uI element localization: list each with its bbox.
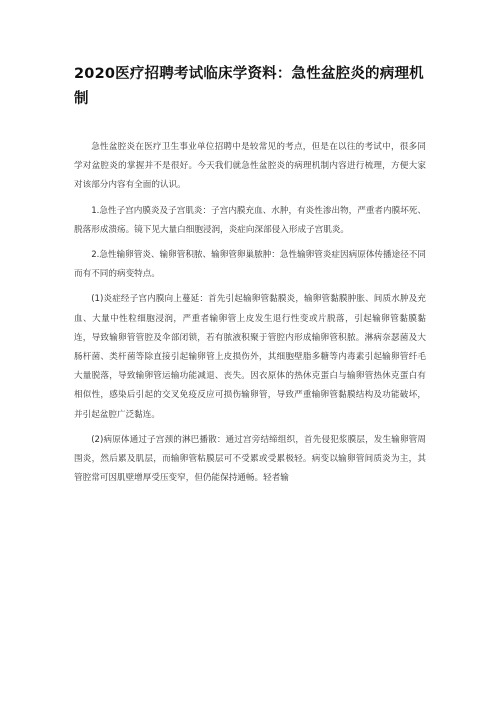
document-body [74,138,426,494]
intro-paragraph: 急性盆腔炎在医疗卫生事业单位招聘中是较常见的考点，但是在以往的考试中，很多同学对盆腔炎的掌握并不是很好。今天我们就急性盆腔炎的病理机制内容进行梳理，方便大家对该部分内容有全面的认识。 [74,142,426,191]
section-1-paragraph: 1.急性子宫内膜炎及子宫肌炎：子宫内膜充血、水肿，有炎性渗出物，严重者内膜坏死、脱落形成溃疡。镜下见大量白细胞浸润，炎症向深部侵入形成子宫肌炎。 [74,205,426,235]
document-title: 2020医疗招聘考试临床学资料：急性盆腔炎的病理机制 [74,66,424,107]
section-2-1-paragraph: (1)炎症经子宫内膜向上蔓延：首先引起输卵管黏膜炎，输卵管黏膜肿胀、间质水肿及充血、大量中性粒细胞浸润，严重者输卵管上皮发生退行性变或片脱落，引起输卵管黏膜黏连，导致输卵管管腔及伞部闭锁，若有脓液积聚于管腔内形成输卵管积脓。淋病奈瑟菌及大肠杆菌、类杆菌等除直接引起输卵管上皮损伤外，其细胞壁脂多糖等内毒素引起输卵管纤毛大量脱落，导致输卵管运输功能减退、丧失。因衣原体的热休克蛋白与输卵管热休克蛋白有相似性，感染后引起的交叉免疫反应可损伤输卵管，导致严重输卵管黏膜结构及功能破坏，并引起盆腔广泛黏连。 [74,294,426,420]
section-2-paragraph: 2.急性输卵管炎、输卵管积脓、输卵管卵巢脓肿：急性输卵管炎症因病原体传播途径不同而有不同的病变特点。 [74,250,426,280]
section-2-2-paragraph: (2)病原体通过子宫颈的淋巴播散：通过宫旁结缔组织，首先侵犯浆膜层，发生输卵管周围炎，然后累及肌层，而输卵管粘膜层可不受累或受累极轻。病变以输卵管间质炎为主，其管腔常可因肌壁增厚受压变窄，但仍能保持通畅。轻者输 [74,434,426,484]
